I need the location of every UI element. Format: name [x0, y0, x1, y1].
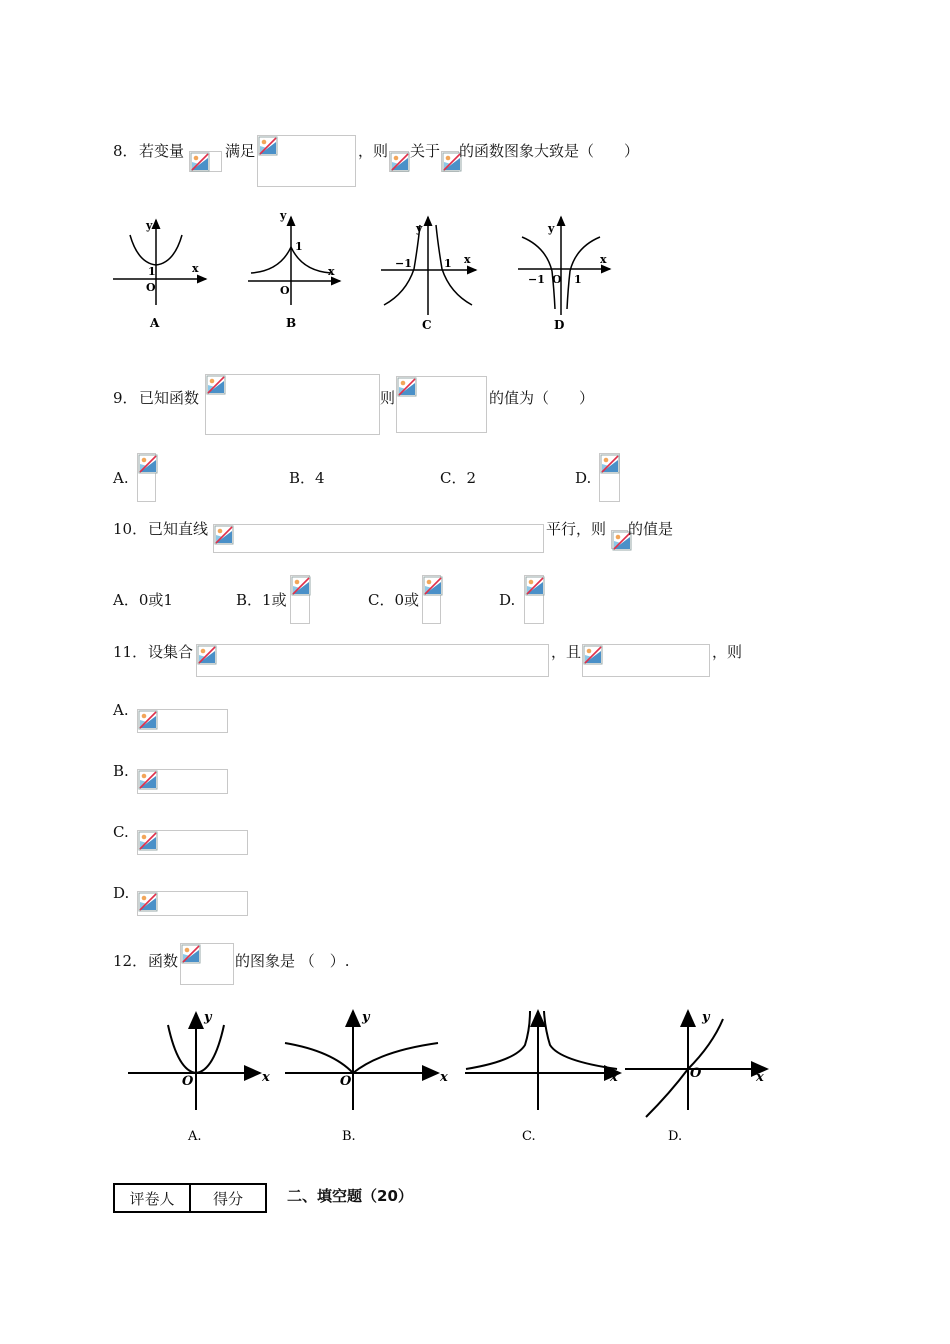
q10-option-a: A．0或1 — [113, 591, 173, 609]
svg-text:y: y — [204, 1010, 212, 1025]
q11-option-c: C. — [113, 823, 129, 841]
svg-text:O: O — [690, 1066, 702, 1081]
svg-text:y: y — [362, 1010, 370, 1025]
formula-image — [213, 524, 544, 553]
broken-image-icon — [291, 576, 311, 596]
q10-option-b: B．1或 — [236, 591, 287, 609]
svg-text:O: O — [182, 1074, 194, 1089]
q9-text-2: 则 — [380, 389, 396, 407]
axis-x-label: x — [328, 265, 335, 278]
broken-image-icon — [138, 892, 158, 912]
tick-label: −1 — [528, 273, 545, 286]
svg-text:O: O — [340, 1074, 352, 1089]
formula-image — [389, 151, 409, 172]
graph-d — [625, 1011, 767, 1117]
q8-text-2: 满足 — [225, 142, 256, 160]
tick-label: 1 — [444, 257, 452, 270]
formula-image — [524, 575, 544, 624]
axis-x-label: x — [600, 253, 607, 266]
score-cell: 得分 — [190, 1184, 266, 1212]
origin-label: O — [146, 281, 156, 294]
svg-text:x: x — [610, 1070, 618, 1085]
grader-cell: 评卷人 — [114, 1184, 190, 1212]
formula-image — [180, 943, 234, 985]
q10-text-1: 已知直线 — [148, 520, 209, 538]
graph-label-d: D. — [668, 1129, 683, 1144]
broken-image-icon — [138, 454, 158, 474]
graph-label-a: A — [150, 316, 160, 330]
q11-text-2: ，且 — [551, 643, 582, 661]
q10-option-c: C．0或 — [368, 591, 420, 609]
broken-image-icon — [190, 152, 210, 172]
broken-image-icon — [525, 576, 545, 596]
graph-label-d: D — [554, 318, 565, 332]
formula-image — [137, 769, 228, 794]
q9-option-a: A. — [113, 469, 129, 487]
broken-image-icon — [258, 136, 278, 156]
svg-text:x: x — [440, 1070, 448, 1085]
formula-image — [137, 891, 248, 916]
broken-image-icon — [423, 576, 443, 596]
graph-label-c: C — [422, 318, 432, 332]
q8-text-5: 的函数图象大致是（ ） — [459, 142, 640, 160]
origin-label: O — [280, 284, 290, 297]
svg-text:x: x — [756, 1070, 764, 1085]
broken-image-icon — [197, 645, 217, 665]
broken-image-icon — [206, 375, 226, 395]
q10-text-3: 的值是 — [628, 520, 674, 538]
graph-b — [285, 1011, 438, 1110]
q10-option-d: D. — [499, 591, 516, 609]
graph-label-b: B — [286, 316, 297, 330]
formula-image — [441, 151, 459, 172]
q11-option-a: A. — [113, 701, 129, 719]
broken-image-icon — [138, 770, 158, 790]
formula-image — [196, 644, 549, 677]
q10-text-2: 平行，则 — [546, 520, 607, 538]
tick-label: −1 — [395, 257, 412, 270]
section-heading: 二、填空题（20） — [287, 1187, 413, 1205]
q11-option-d: D. — [113, 884, 130, 902]
q8-text-1: 若变量 — [139, 142, 185, 160]
q11-number: 11． — [113, 643, 148, 661]
q10-number: 10． — [113, 520, 148, 538]
broken-image-icon — [397, 377, 417, 397]
axis-y-label: y — [416, 222, 423, 235]
broken-image-icon — [138, 710, 158, 730]
q9-option-d: D. — [575, 469, 592, 487]
graph-d — [518, 217, 610, 315]
tick-label: 1 — [574, 273, 582, 286]
graph-c — [465, 1011, 620, 1110]
tick-label: 1 — [295, 240, 303, 253]
formula-image — [396, 376, 487, 433]
formula-image — [137, 830, 248, 855]
q12-number: 12． — [113, 952, 148, 970]
q8-graph-options — [108, 205, 628, 340]
broken-image-icon — [138, 831, 158, 851]
graph-label-c: C. — [522, 1129, 536, 1144]
q9-number: 9． — [113, 389, 138, 407]
axis-y-label: y — [280, 209, 287, 222]
q12-graph-options — [120, 1005, 780, 1150]
q12-text-2: 的图象是 （ ）. — [235, 952, 350, 970]
formula-image — [257, 135, 356, 187]
formula-image — [137, 709, 228, 733]
broken-image-icon — [214, 525, 234, 545]
axis-x-label: x — [192, 262, 199, 275]
tick-label: 1 — [148, 265, 156, 278]
q8-text-4: 关于 — [410, 142, 441, 160]
formula-image — [599, 453, 620, 502]
q11-text-3: ，则 — [712, 643, 743, 661]
formula-image — [137, 453, 156, 502]
broken-image-icon — [390, 152, 410, 172]
broken-image-icon — [600, 454, 620, 474]
score-table — [113, 1183, 267, 1213]
q8-text-3: ，则 — [358, 142, 389, 160]
broken-image-icon — [583, 645, 603, 665]
q9-text-3: 的值为（ ） — [489, 389, 595, 407]
graph-label-a: A. — [188, 1129, 202, 1144]
q9-option-c: C．2 — [440, 469, 477, 487]
formula-image — [189, 151, 222, 172]
graph-label-b: B. — [342, 1129, 356, 1144]
axis-x-label: x — [464, 253, 471, 266]
formula-image — [582, 644, 710, 677]
q12-text-1: 函数 — [148, 952, 179, 970]
q11-text-1: 设集合 — [148, 643, 194, 661]
q8-number: 8． — [113, 142, 138, 160]
formula-image — [422, 575, 441, 624]
broken-image-icon — [181, 944, 201, 964]
axis-y-label: y — [146, 219, 153, 232]
q9-text-1: 已知函数 — [139, 389, 200, 407]
q9-option-b: B．4 — [289, 469, 325, 487]
axis-y-label: y — [548, 222, 555, 235]
graph-b — [248, 217, 340, 305]
origin-label: O — [552, 273, 562, 286]
formula-image — [611, 530, 628, 549]
svg-text:x: x — [262, 1070, 270, 1085]
formula-image — [205, 374, 380, 435]
svg-text:y: y — [702, 1010, 710, 1025]
q11-option-b: B. — [113, 762, 129, 780]
graph-a — [128, 1013, 260, 1110]
formula-image — [290, 575, 310, 624]
